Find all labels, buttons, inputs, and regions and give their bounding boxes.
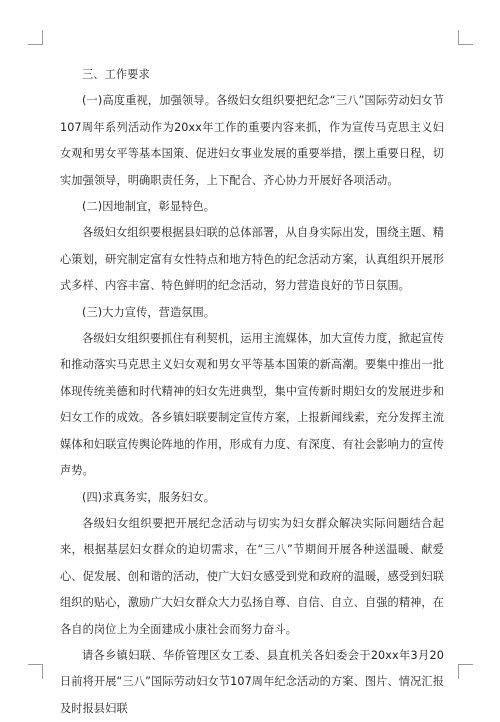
- document-body: [60, 62, 444, 722]
- paragraph-publicity: 各级妇女组织要抓住有利契机，运用主流媒体，加大宣传力度，掀起宣传和推动落实马克思主义妇女观和男女平等基本国策的新高潮。要集中推出一批体现传统美德和时代精神的妇女先进典型，集中宣传新时期妇女的发展进步和妇女工作的成效。各乡镇妇联要制定宣传方案，上报新闻线索，充分发挥主流媒体和妇联宣传舆论阵地的作用，形成有力度、有深度、有社会影响力的宣传声势。: [60, 332, 444, 478]
- paragraph-submission-request: 请各乡镇妇联、华侨管理区女工委、县直机关各妇委会于20xx年3月20日前将开展“三八”国际劳动妇女节107周年纪念活动的方案、图片、情况汇报及时报县妇联: [60, 648, 444, 715]
- paragraph-heading-serve-women: (四)求真务实，服务妇女。: [82, 490, 216, 504]
- paragraph-local-features: 各级妇女组织要根据县妇联的总体部署，从自身实际出发，围绕主题、精心策划，研究制定富有女性特点和地方特色的纪念活动方案，认真组织开展形式多样、内容丰富、特色鲜明的纪念活动，努力营造良好的节日氛围。: [60, 226, 444, 293]
- crop-mark-bottom-right: [458, 664, 473, 679]
- crop-mark-top-left: [28, 30, 43, 45]
- paragraph-high-priority: (一)高度重视，加强领导。各级妇女组织要把纪念“三八”国际劳动妇女节107周年系列活动作为20xx年工作的重要内容来抓，作为宣传马克思主义妇女观和男女平等基本国策、促进妇女事业发展的重要举措，摆上重要日程，切实加强领导，明确职责任务，上下配合、齐心协力开展好各项活动。: [60, 94, 444, 187]
- paragraph-heading-local-features: (二)因地制宜，彰显特色。: [82, 200, 216, 214]
- crop-mark-bottom-left: [28, 664, 43, 679]
- paragraph-heading-publicity: (三)大力宣传，营造氛围。: [82, 305, 216, 319]
- paragraph-serve-women: 各级妇女组织要把开展纪念活动与切实为妇女群众解决实际问题结合起来，根据基层妇女群众的迫切需求，在“三八”节期间开展各种送温暖、献爱心、促发展、创和谐的活动，使广大妇女感受到党和政府的温暖，感受到妇联组织的贴心，激励广大妇女群众大力弘扬自尊、自信、自立、自强的精神，在各自的岗位上为全面建成小康社会而努力奋斗。: [60, 516, 444, 636]
- crop-mark-top-right: [458, 30, 473, 45]
- section-title: 三、工作要求: [82, 68, 150, 81]
